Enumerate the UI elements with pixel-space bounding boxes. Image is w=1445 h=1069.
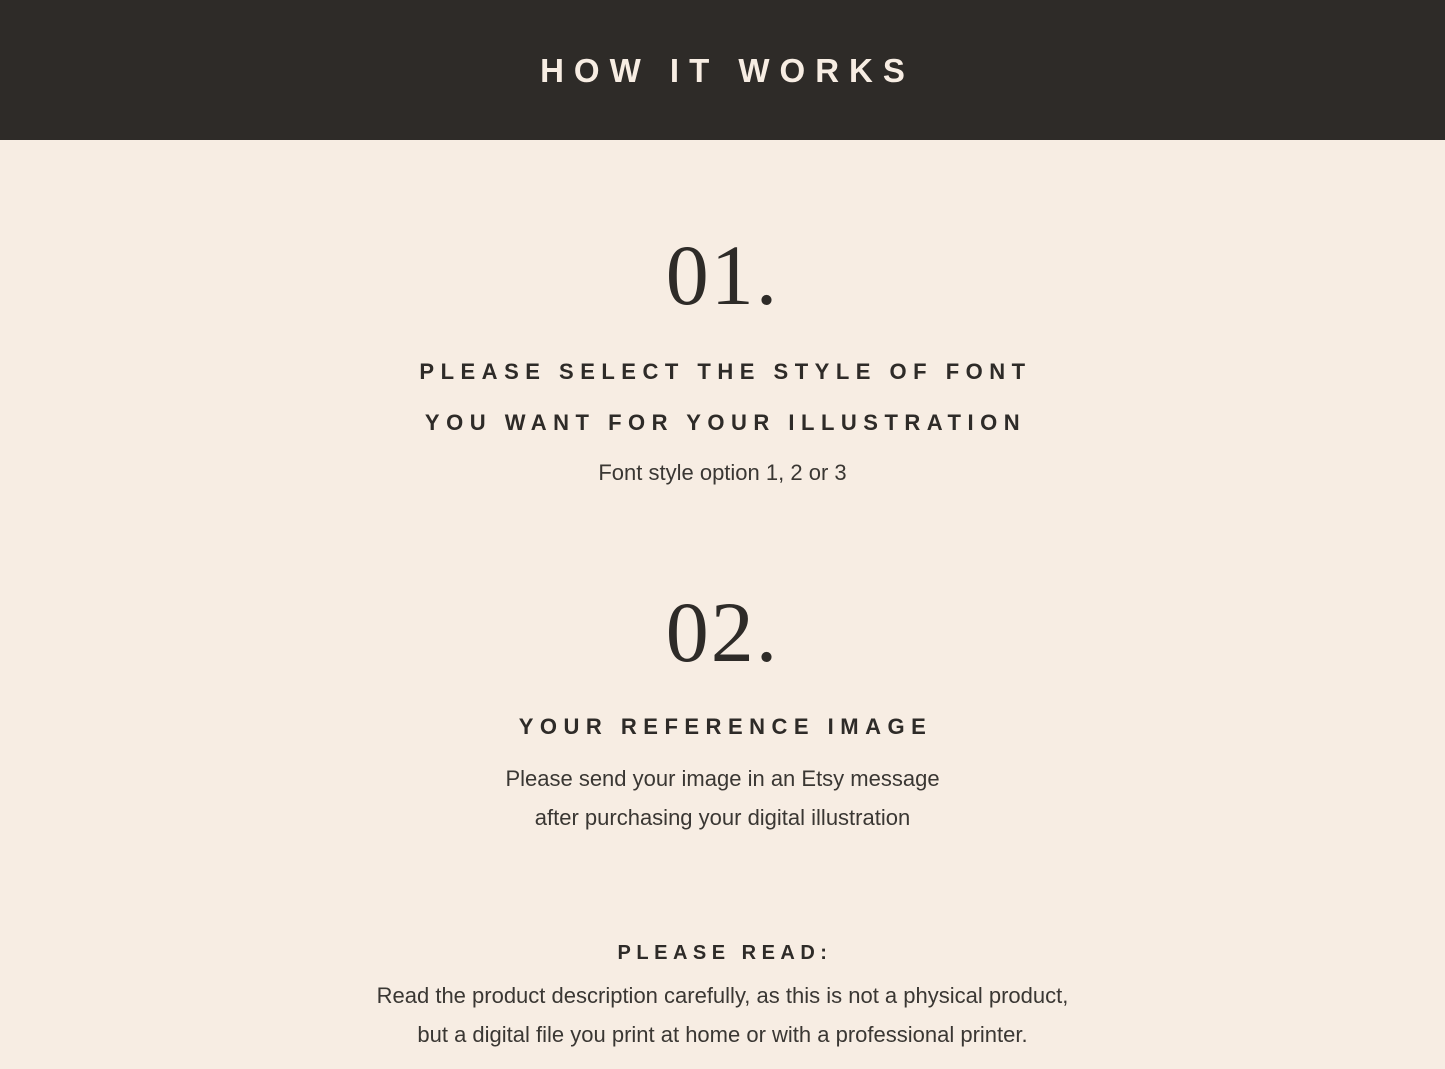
step-01-number: 01.	[665, 227, 780, 323]
step-02	[0, 583, 1445, 838]
notice-line-2: but a digital file you print at home or with a professional printer.	[417, 1022, 1028, 1048]
step-01-subtext: Font style option 1, 2 or 3	[598, 460, 847, 486]
notice-title: PLEASE READ:	[617, 941, 833, 964]
step-01-heading-line-2: YOU WANT FOR YOUR ILLUSTRATION	[424, 409, 1027, 435]
page-title: HOW IT WORKS	[540, 51, 915, 89]
please-read-notice	[0, 942, 1445, 1055]
step-02-heading: YOUR REFERENCE IMAGE	[518, 713, 933, 739]
step-02-subtext-line-1: Please send your image in an Etsy message	[505, 765, 940, 791]
step-02-subtext-line-2: after purchasing your digital illustration	[534, 805, 911, 831]
notice-line-1: Read the product description carefully, as this is not a physical product,	[376, 982, 1069, 1008]
step-01-heading-line-1: PLEASE SELECT THE STYLE OF FONT	[419, 359, 1032, 384]
step-01	[0, 227, 1445, 493]
header-band	[0, 0, 1445, 140]
step-02-number: 02.	[665, 583, 780, 680]
instructions-body	[0, 140, 1445, 1069]
